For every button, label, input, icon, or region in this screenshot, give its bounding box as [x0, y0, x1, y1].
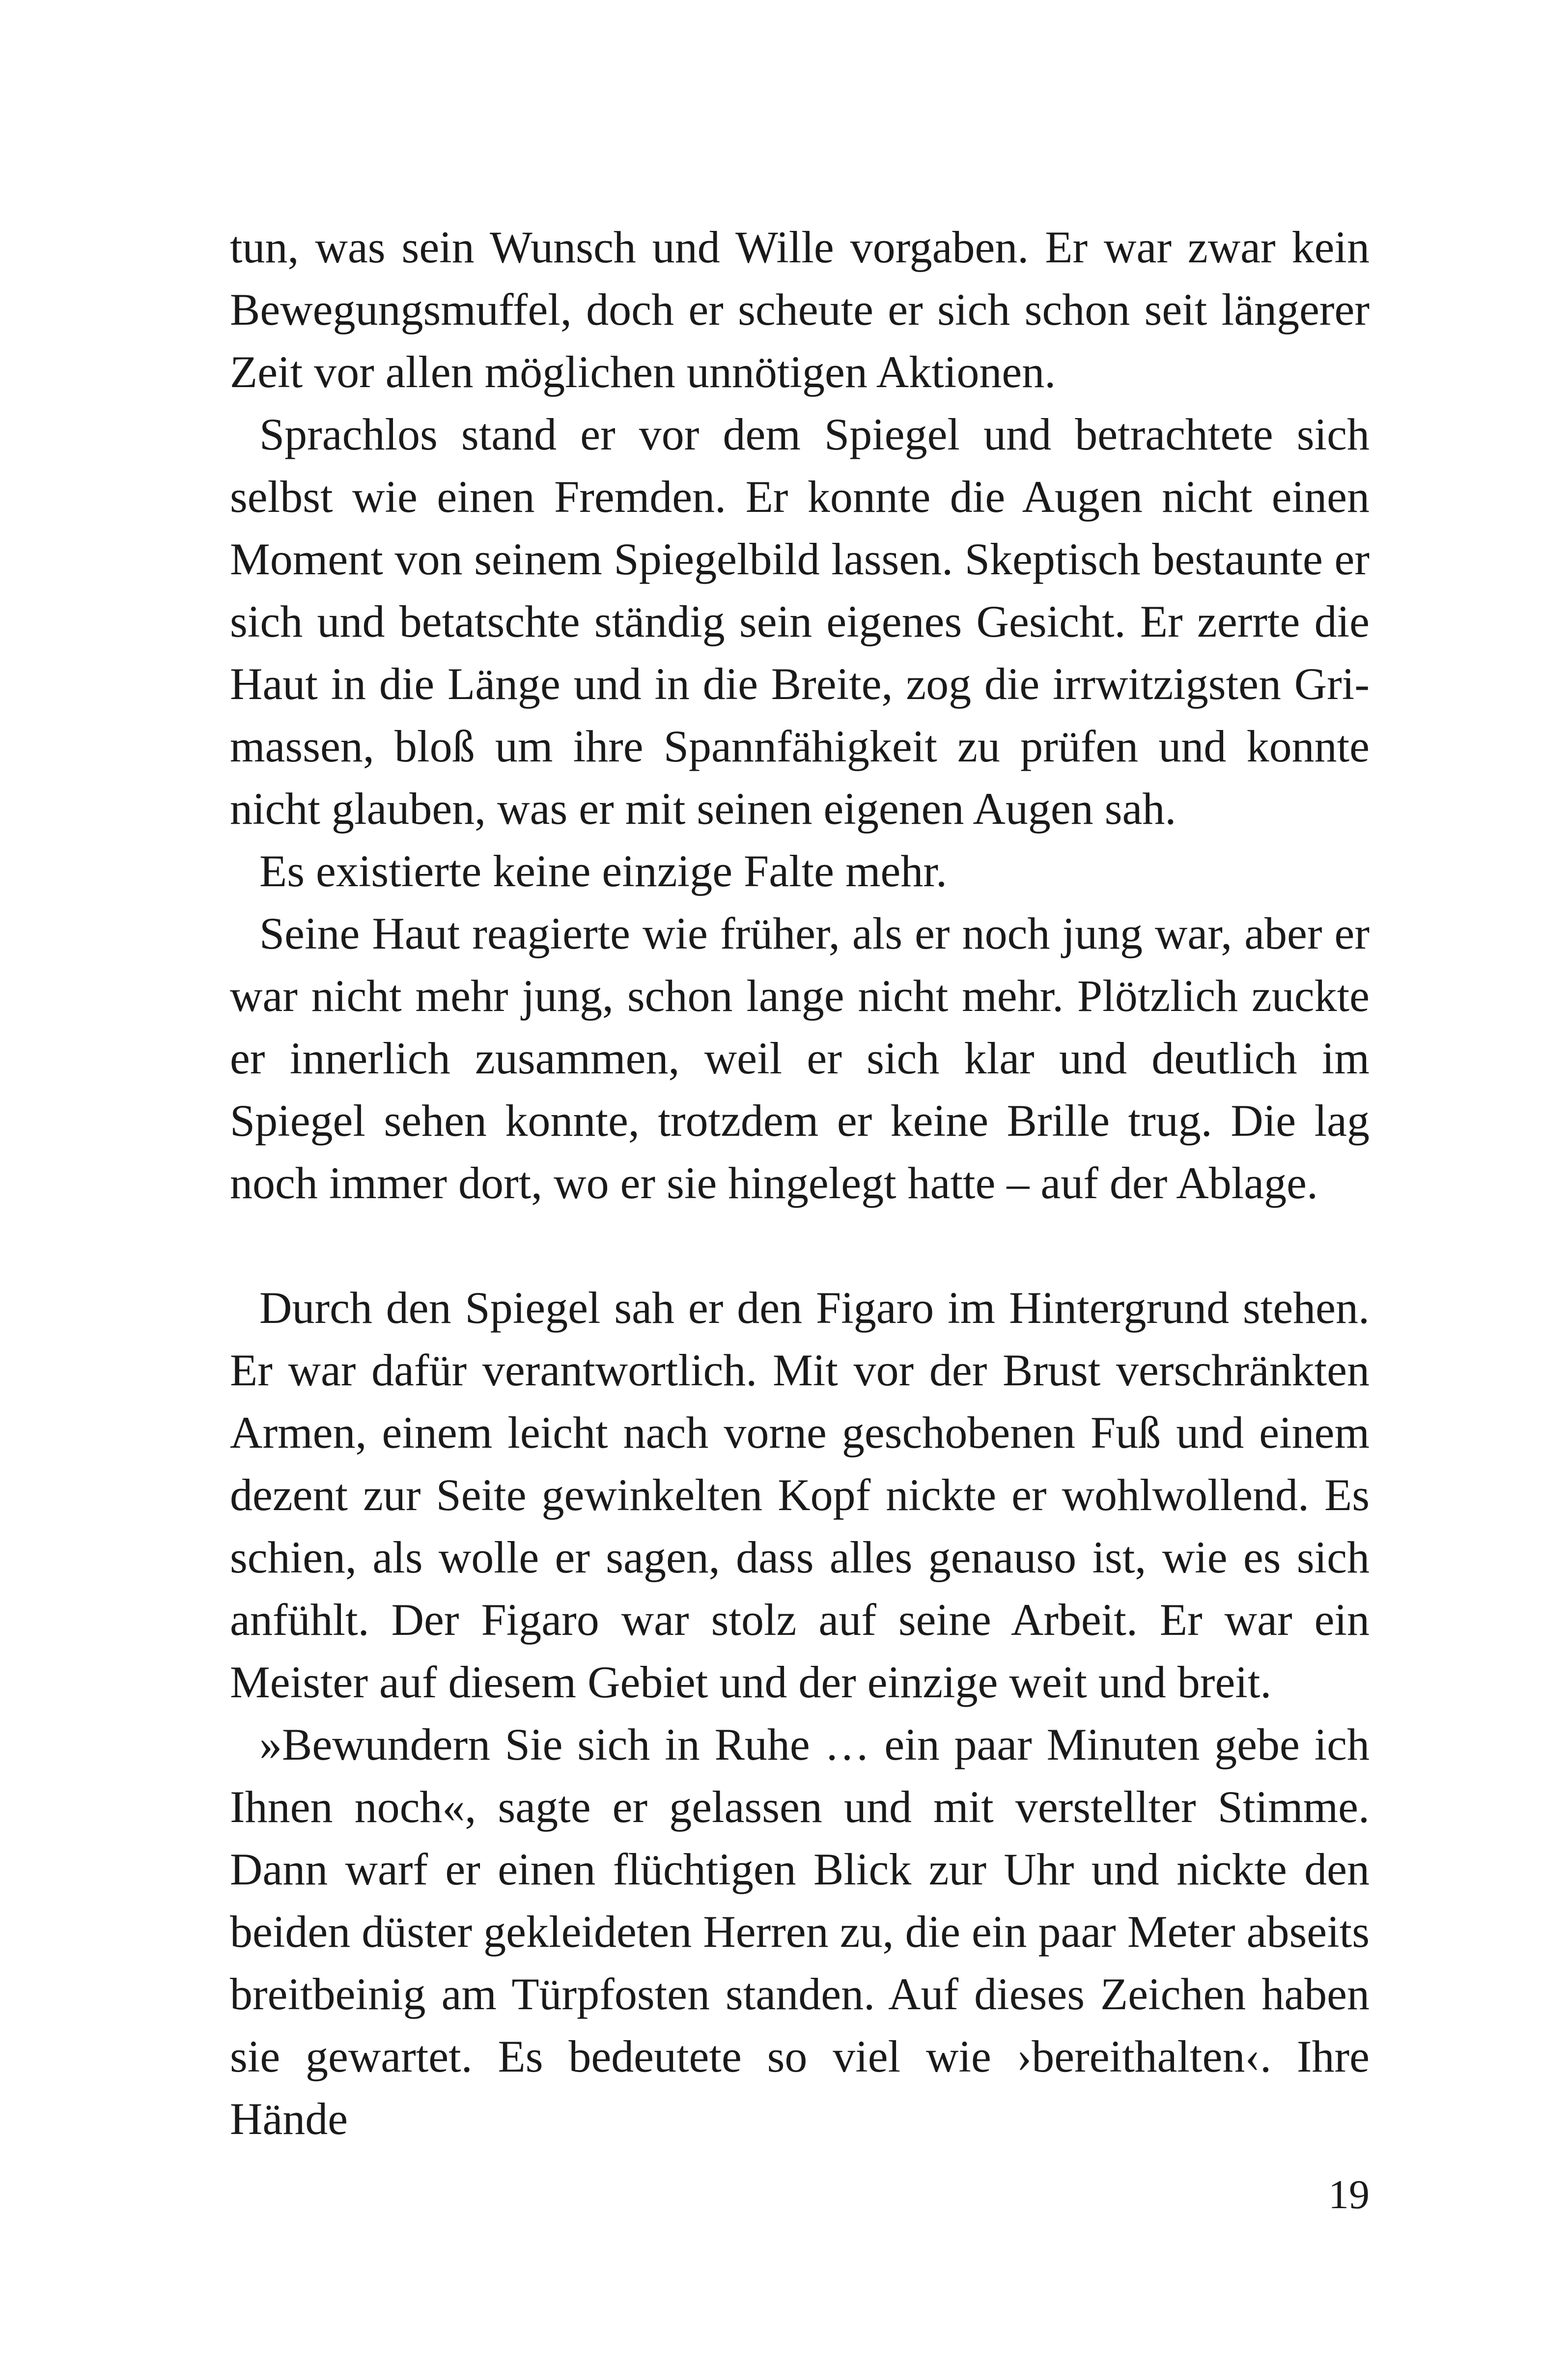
paragraph-5: Durch den Spiegel sah er den Figaro im Hintergrund stehen. Er war dafür verantwortlich. Mit vor der Brust verschränkten Armen, einem leicht nach vorne geschobenen Fuß und einem dezent zur Seite gewinkelten Kopf nickte er wohlwollend. Es schien, als wolle er sagen, dass alles genauso ist, wie es sich anfühlt. Der Figaro war stolz auf seine Arbeit. Er war ein Meister auf diesem Gebiet und der einzige weit und breit.: [230, 1283, 1370, 1707]
page-number: 19: [1328, 2172, 1370, 2218]
paragraph-3: Es existierte keine einzige Falte mehr.: [259, 846, 947, 896]
paragraph-1: tun, was sein Wunsch und Wille vorgaben. Er war zwar kein Bewegungsmuffel, doch er scheute er sich schon seit längerer Zeit vor allen möglichen unnötigen Aktionen.: [230, 222, 1370, 397]
body-text: [230, 216, 1370, 2150]
paragraph-2: Sprachlos stand er vor dem Spiegel und betrachtete sich selbst wie einen Fremden. Er konnte die Augen nicht einen Moment von seinem Spiegelbild lassen. Skeptisch bestaunte er sich und betatschte ständig sein eigenes Gesicht. Er zerrte die Haut in die Länge und in die Breite, zog die irrwitzigsten Grimassen, bloß um ihre Spannfähigkeit zu prüfen und konnte nicht glauben, was er mit seinen eigenen Augen sah.: [230, 409, 1370, 834]
paragraph-4: Seine Haut reagierte wie früher, als er noch jung war, aber er war nicht mehr jung, schon lange nicht mehr. Plötzlich zuckte er innerlich zusammen, weil er sich klar und deutlich im Spiegel sehen konnte, trotzdem er keine Brille trug. Die lag noch immer dort, wo er sie hingelegt hatte – auf der Ablage.: [230, 908, 1370, 1208]
paragraph-6: »Bewundern Sie sich in Ruhe … ein paar Minuten gebe ich Ihnen noch«, sagte er gelassen und mit verstellter Stimme. Dann warf er einen flüchtigen Blick zur Uhr und nickte den beiden düster gekleideten Herren zu, die ein paar Meter abseits breitbeinig am Türpfosten standen. Auf dieses Zeichen haben sie gewartet. Es bedeutete so viel wie ›bereithalten‹. Ihre Hände: [230, 1719, 1370, 2144]
